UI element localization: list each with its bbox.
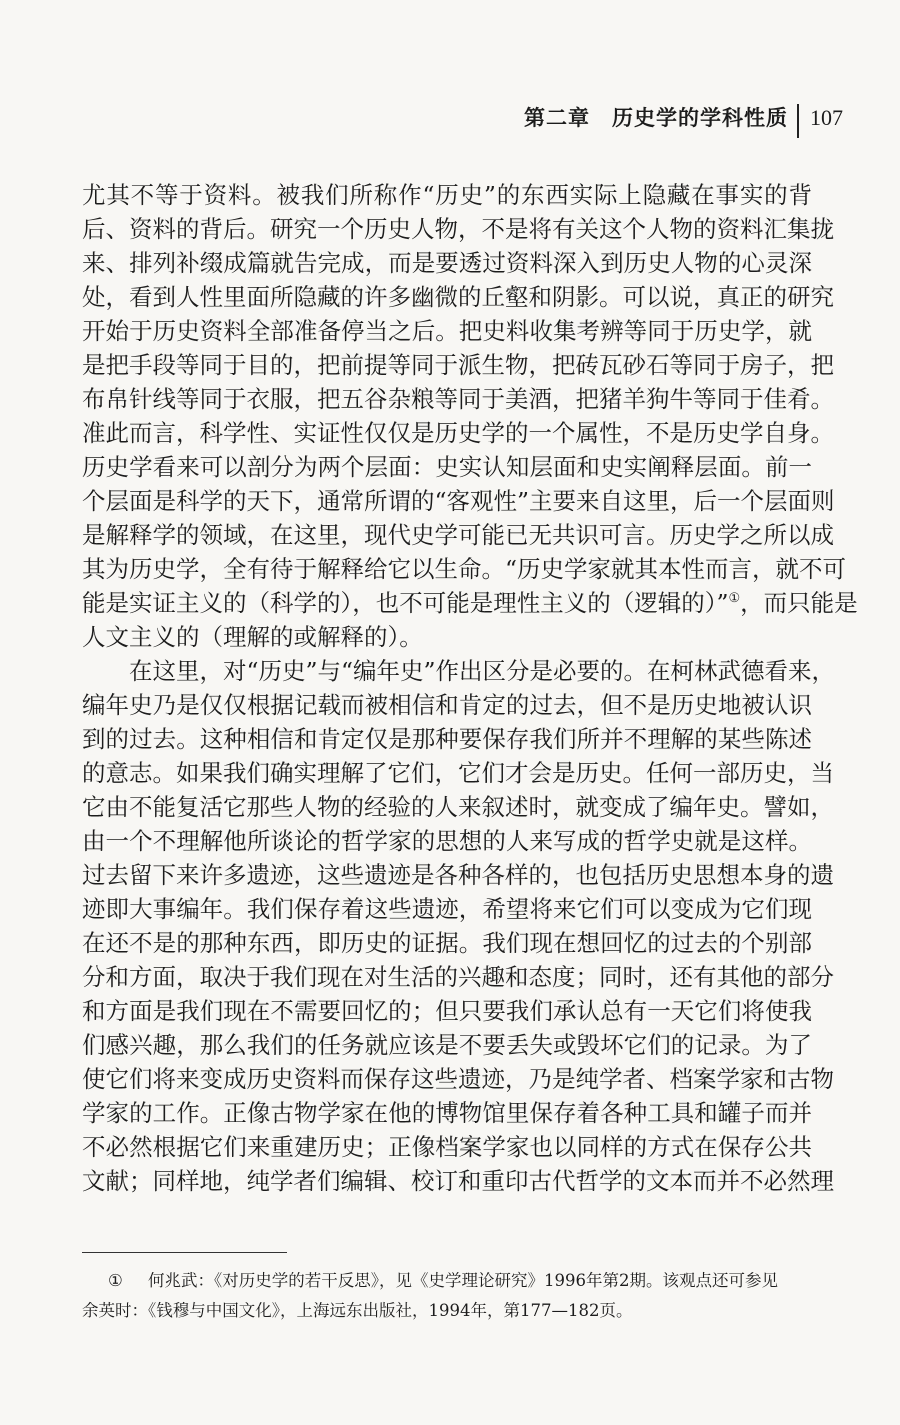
text-line: 后、资料的背后。研究一个历史人物，不是将有关这个人物的资料汇集拢 <box>82 215 834 243</box>
text-line: 由一个不理解他所谈论的哲学家的思想的人来写成的哲学史就是这样。 <box>82 827 812 855</box>
text-line: 尤其不等于资料。被我们所称作“历史”的东西实际上隐藏在事实的背 <box>82 181 812 209</box>
text-segment: 能是实证主义的（科学的），也不可能是理性主义的（逻辑的）” <box>82 589 729 617</box>
text-line: 迹即大事编年。我们保存着这些遗迹，希望将来它们可以变成为它们现 <box>82 895 812 923</box>
footnote-marker: ① <box>108 1271 123 1290</box>
page-number: 107 <box>810 105 843 130</box>
chapter-title: 第二章 历史学的学科性质 <box>524 106 788 130</box>
text-line: 的意志。如果我们确实理解了它们，它们才会是历史。任何一部历史，当 <box>82 759 834 787</box>
text-line: 分和方面，取决于我们现在对生活的兴趣和态度；同时，还有其他的部分 <box>82 963 834 991</box>
text-line: 编年史乃是仅仅根据记载而被相信和肯定的过去，但不是历史地被认识 <box>82 691 812 719</box>
header-divider <box>797 104 799 138</box>
text-line: 们感兴趣，那么我们的任务就应该是不要丢失或毁坏它们的记录。为了 <box>82 1031 812 1059</box>
running-header <box>0 104 900 140</box>
text-line: 是解释学的领域，在这里，现代史学可能已无共识可言。历史学之所以成 <box>82 521 834 549</box>
body-text <box>82 178 858 1198</box>
text-line: 开始于历史资料全部准备停当之后。把史料收集考辨等同于历史学，就 <box>82 317 812 345</box>
text-line: 在还不是的那种东西，即历史的证据。我们现在想回忆的过去的个别部 <box>82 929 812 957</box>
footnote-divider <box>82 1252 287 1253</box>
text-line: 在这里，对“历史”与“编年史”作出区分是必要的。在柯林武德看来， <box>82 657 836 685</box>
text-line: 过去留下来许多遗迹，这些遗迹是各种各样的，也包括历史思想本身的遗 <box>82 861 834 889</box>
footnote-text: 何兆武：《对历史学的若干反思》，见《史学理论研究》1996年第2期。该观点还可参见 <box>148 1271 778 1290</box>
text-line: 学家的工作。正像古物学家在他的博物馆里保存着各种工具和罐子而并 <box>82 1099 812 1127</box>
paragraph-end-line: 人文主义的（理解的或解释的）。 <box>82 623 423 651</box>
text-line: 来、排列补缀成篇就告完成，而是要透过资料深入到历史人物的心灵深 <box>82 249 812 277</box>
text-line: 和方面是我们现在不需要回忆的；但只要我们承认总有一天它们将使我 <box>82 997 812 1025</box>
text-segment: ，而只能是 <box>740 589 858 617</box>
text-line: 个层面是科学的天下，通常所谓的“客观性”主要来自这里，后一个层面则 <box>82 487 835 515</box>
footnote-reference: ① <box>728 591 741 606</box>
footnote-line <box>82 1266 812 1296</box>
text-line: 不必然根据它们来重建历史；正像档案学家也以同样的方式在保存公共 <box>82 1133 812 1161</box>
text-line-with-note <box>82 586 858 620</box>
text-line: 文献；同样地，纯学者们编辑、校订和重印古代哲学的文本而并不必然理 <box>82 1167 834 1195</box>
footnote <box>82 1266 812 1326</box>
text-line: 准此而言，科学性、实证性仅仅是历史学的一个属性，不是历史学自身。 <box>82 419 834 447</box>
footnote-line: 余英时：《钱穆与中国文化》，上海远东出版社，1994年，第177—182页。 <box>82 1301 633 1320</box>
text-line: 是把手段等同于目的，把前提等同于派生物，把砖瓦砂石等同于房子，把 <box>82 351 834 379</box>
text-line: 处，看到人性里面所隐藏的许多幽微的丘壑和阴影。可以说，真正的研究 <box>82 283 834 311</box>
text-line: 布帛针线等同于衣服，把五谷杂粮等同于美酒，把猪羊狗牛等同于佳肴。 <box>82 385 834 413</box>
text-line: 历史学看来可以剖分为两个层面：史实认知层面和史实阐释层面。前一 <box>82 453 812 481</box>
text-line: 它由不能复活它那些人物的经验的人来叙述时，就变成了编年史。譬如， <box>82 793 834 821</box>
text-line: 使它们将来变成历史资料而保存这些遗迹，乃是纯学者、档案学家和古物 <box>82 1065 834 1093</box>
text-line: 其为历史学，全有待于解释给它以生命。“历史学家就其本性而言，就不可 <box>82 555 847 583</box>
text-line: 到的过去。这种相信和肯定仅是那种要保存我们所并不理解的某些陈述 <box>82 725 812 753</box>
